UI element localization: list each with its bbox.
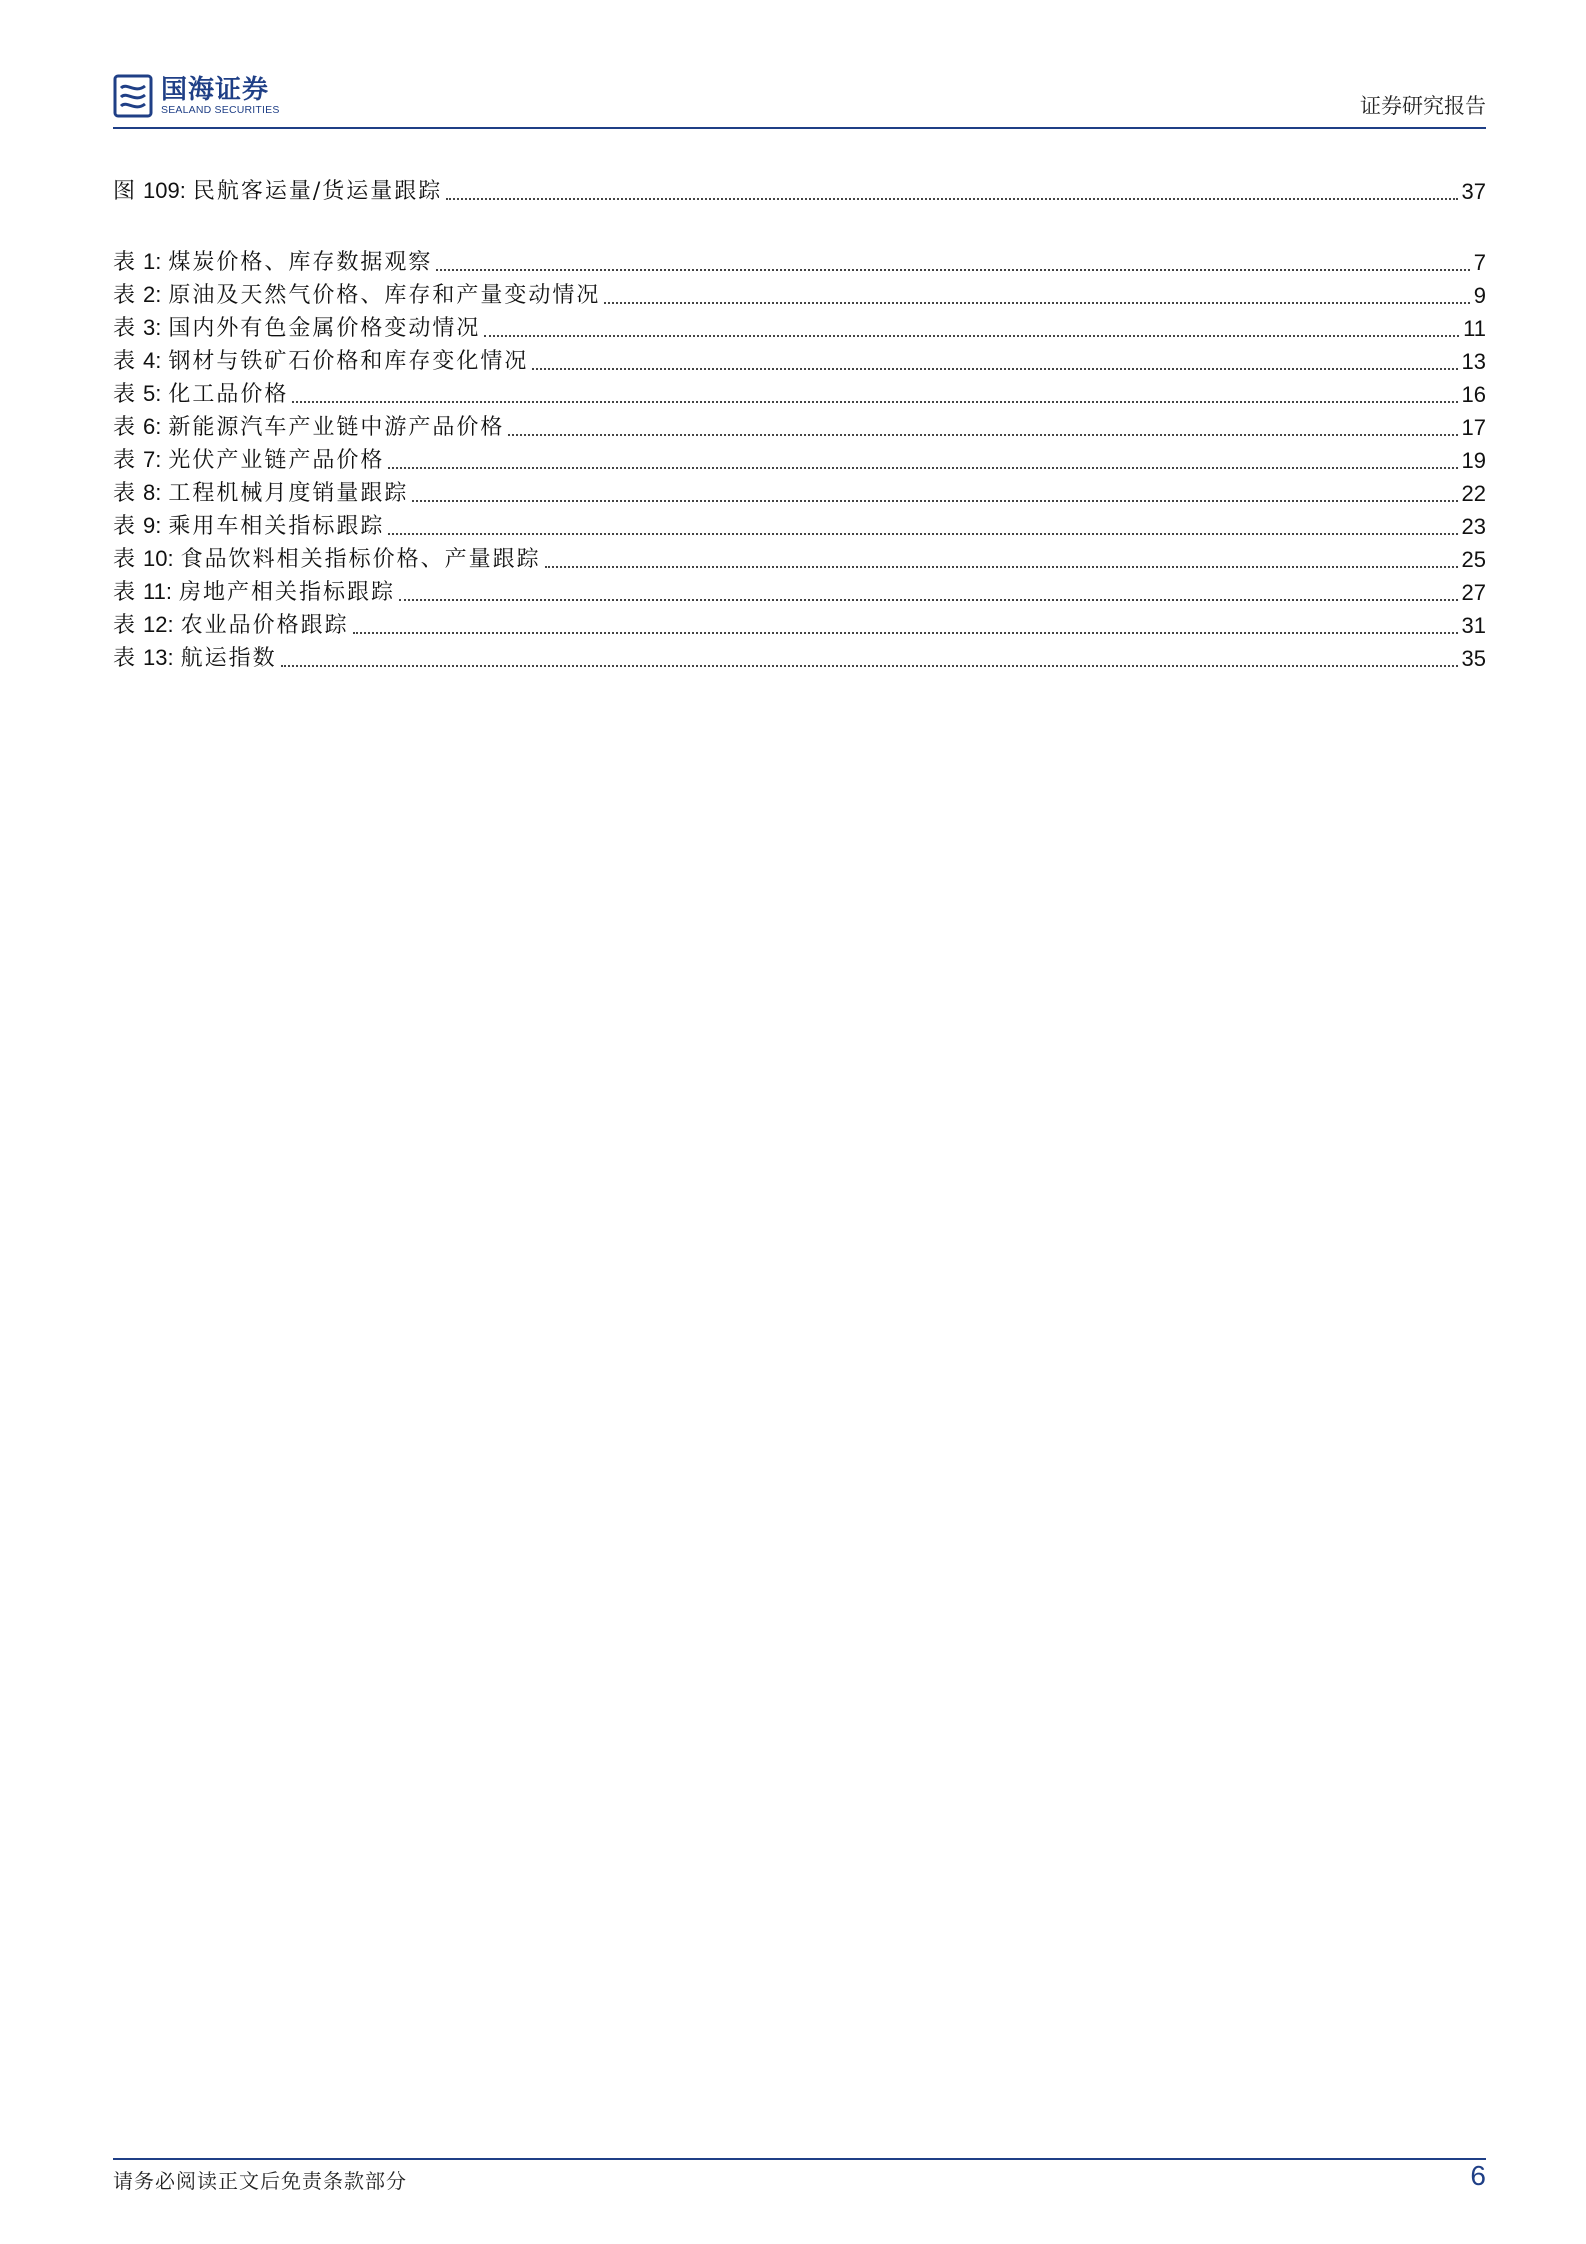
toc-entry-title: 新能源汽车产业链中游产品价格 [168, 415, 505, 440]
toc-entry-title: 农业品价格跟踪 [180, 613, 349, 638]
toc-dot-leader [604, 302, 1469, 304]
toc-entry[interactable] [113, 380, 1486, 410]
toc-entry-prefix: 表 [113, 580, 137, 605]
footer-divider [113, 2158, 1486, 2160]
toc-entry-label [113, 577, 395, 608]
toc-entry-prefix: 表 [113, 283, 137, 308]
report-type-label: 证券研究报告 [1360, 94, 1486, 118]
toc-entry-number: 12: [143, 612, 174, 637]
toc-entry-prefix: 表 [113, 382, 137, 407]
toc-entry[interactable] [113, 545, 1486, 575]
toc-entry-title: 民航客运量/货运量跟踪 [192, 179, 443, 204]
toc-entry-page: 13 [1461, 349, 1486, 374]
toc-entry-page: 37 [1461, 179, 1486, 204]
toc-dot-leader [436, 269, 1469, 271]
toc-entry-prefix: 表 [113, 481, 137, 506]
toc-entry-label [113, 511, 384, 542]
toc-entry-title: 国内外有色金属价格变动情况 [168, 316, 481, 341]
page-header [113, 62, 1486, 128]
toc-dot-leader [353, 632, 1458, 634]
toc-entry-title: 钢材与铁矿石价格和库存变化情况 [168, 349, 529, 374]
toc-entry[interactable] [113, 314, 1486, 344]
toc-entry-page: 27 [1461, 580, 1486, 605]
toc-entry-page: 17 [1461, 415, 1486, 440]
toc-entry-prefix: 表 [113, 415, 137, 440]
toc-entry-number: 9: [143, 513, 162, 538]
toc-entry-prefix: 表 [113, 514, 137, 539]
disclaimer-text: 请务必阅读正文后免责条款部分 [113, 2169, 407, 2193]
toc-entry[interactable] [113, 512, 1486, 542]
toc-entry-number: 8: [143, 480, 162, 505]
toc-dot-leader [412, 500, 1457, 502]
toc-entry-title: 原油及天然气价格、库存和产量变动情况 [168, 283, 601, 308]
toc-entry-page: 31 [1461, 613, 1486, 638]
toc-entry[interactable] [113, 644, 1486, 674]
toc-entry-label [113, 176, 442, 207]
toc-entry-prefix: 表 [113, 448, 137, 473]
toc-entry-prefix: 表 [113, 250, 137, 275]
toc-entry[interactable] [113, 446, 1486, 476]
toc-entry[interactable] [113, 248, 1486, 278]
toc-entry-prefix: 表 [113, 646, 137, 671]
toc-entry[interactable] [113, 281, 1486, 311]
toc-dot-leader [388, 467, 1457, 469]
toc-dot-leader [399, 599, 1458, 601]
toc-entry-page: 25 [1461, 547, 1486, 572]
toc-entry[interactable] [113, 479, 1486, 509]
toc-entry[interactable] [113, 611, 1486, 641]
toc-entry-label [113, 379, 288, 410]
toc-entry-label [113, 544, 541, 575]
toc-entry-page: 9 [1473, 283, 1486, 308]
toc-entry-label [113, 478, 408, 509]
toc-entry-label [113, 412, 504, 443]
toc-entry-page: 19 [1461, 448, 1486, 473]
toc-entry-page: 22 [1461, 481, 1486, 506]
toc-entry-number: 4: [143, 348, 162, 373]
toc-entry-number: 7: [143, 447, 162, 472]
toc-entry-prefix: 表 [113, 349, 137, 374]
toc-entry-number: 5: [143, 381, 162, 406]
toc-entry-number: 1: [143, 249, 162, 274]
toc-dot-leader [388, 533, 1457, 535]
toc-entry-label [113, 247, 432, 278]
toc-entry-title: 光伏产业链产品价格 [168, 448, 385, 473]
toc-entry[interactable] [113, 347, 1486, 377]
toc-dot-leader [532, 368, 1457, 370]
toc-entry-title: 房地产相关指标跟踪 [178, 580, 395, 605]
toc-dot-leader [484, 335, 1459, 337]
toc-dot-leader [446, 198, 1457, 200]
toc-dot-leader [545, 566, 1458, 568]
toc-entry-label [113, 643, 277, 674]
toc-entry-label [113, 610, 349, 641]
toc-entry-number: 6: [143, 414, 162, 439]
toc-entry-prefix: 表 [113, 547, 137, 572]
toc-entry-prefix: 表 [113, 316, 137, 341]
toc-entry-title: 煤炭价格、库存数据观察 [168, 250, 433, 275]
toc-entry-page: 35 [1461, 646, 1486, 671]
logo-english-name: SEALAND SECURITIES [161, 104, 280, 116]
toc-dot-leader [292, 401, 1457, 403]
toc-dot-leader [281, 665, 1458, 667]
toc-entry-label [113, 346, 528, 377]
toc-entry-page: 11 [1463, 316, 1486, 341]
toc-entry-page: 23 [1461, 514, 1486, 539]
toc-entry-label [113, 280, 600, 311]
toc-entry-title: 乘用车相关指标跟踪 [168, 514, 385, 539]
toc-entry-page: 16 [1461, 382, 1486, 407]
header-divider [113, 127, 1486, 129]
toc-entry-number: 11: [143, 579, 172, 604]
toc-entry-number: 3: [143, 315, 162, 340]
toc-dot-leader [508, 434, 1457, 436]
toc-entry[interactable] [113, 413, 1486, 443]
company-logo [113, 70, 280, 122]
toc-entry-title: 食品饮料相关指标价格、产量跟踪 [180, 547, 541, 572]
toc-entry-number: 109: [143, 178, 186, 203]
logo-chinese-name: 国海证券 [161, 75, 270, 105]
toc-entry-title: 工程机械月度销量跟踪 [168, 481, 409, 506]
page-number: 6 [1470, 2160, 1486, 2191]
toc-entry-prefix: 表 [113, 613, 137, 638]
toc-entry-number: 2: [143, 282, 162, 307]
toc-entry[interactable] [113, 578, 1486, 608]
toc-entry-prefix: 图 [113, 179, 137, 204]
toc-entry-title: 航运指数 [180, 646, 277, 671]
toc-entry-number: 13: [143, 645, 174, 670]
toc-entry-label [113, 445, 384, 476]
sealand-logo-icon [113, 74, 153, 118]
toc-entry-title: 化工品价格 [168, 382, 289, 407]
toc-entry-page: 7 [1473, 250, 1486, 275]
toc-entry-label [113, 313, 480, 344]
toc-entry-number: 10: [143, 546, 174, 571]
toc-entry[interactable] [113, 177, 1486, 207]
